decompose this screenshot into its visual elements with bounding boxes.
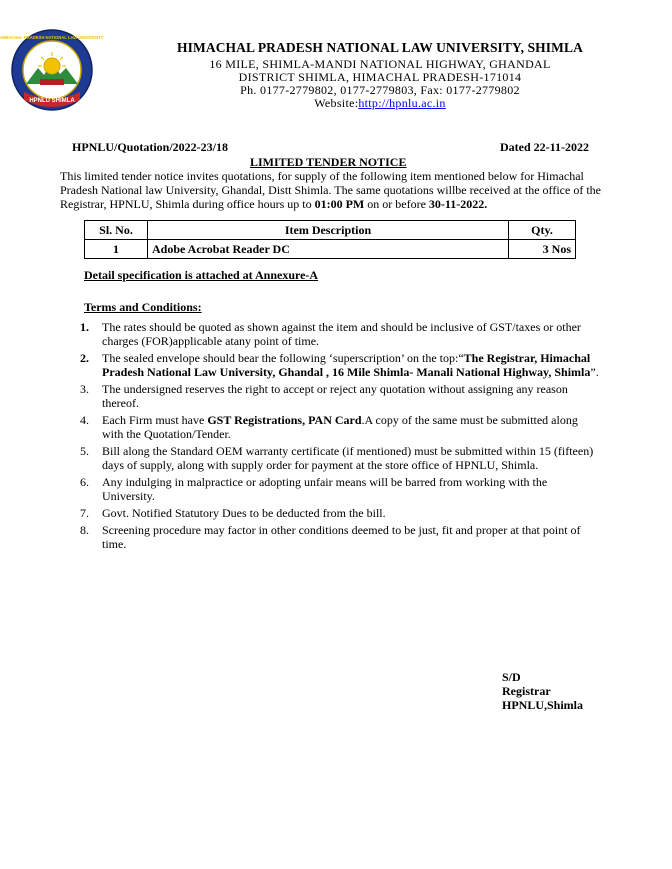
term-text: Each Firm must have <box>102 413 208 427</box>
term-bold-text: The Registrar, Himachal Pradesh National Law University, Ghandal , 16 Mile Shimla- Manali National Highway, Shimla <box>102 351 591 379</box>
header-item-description: Item Description <box>148 221 509 240</box>
intro-time: 01:00 PM <box>314 197 365 211</box>
signature-sd: S/D <box>502 670 521 684</box>
list-item <box>80 506 600 520</box>
term-text: Screening procedure may factor in other conditions deemed to be just, fit and proper at that point of time. <box>102 523 581 551</box>
intro-date: 30-11-2022. <box>428 197 488 211</box>
notice-title: LIMITED TENDER NOTICE <box>250 155 407 169</box>
address-line-1: 16 MILE, SHIMLA-MANDI NATIONAL HIGHWAY, GHANDAL <box>209 57 551 71</box>
term-text: Govt. Notified Statutory Dues to be deducted from the bill. <box>102 506 386 520</box>
term-number: 2. <box>80 351 89 365</box>
notice-date: Dated 22-11-2022 <box>500 140 589 154</box>
list-item <box>80 475 600 503</box>
term-text-end: .A copy of the same must be submitted along with the Quotation/Tender. <box>102 413 578 441</box>
intro-paragraph <box>60 169 605 211</box>
list-item <box>80 444 600 472</box>
website-label: Website: <box>314 96 359 110</box>
term-number: 1. <box>80 320 89 334</box>
term-number: 5. <box>80 444 89 458</box>
intro-text-1: This limited tender notice invites quotations, for supply of the following item mentioned below for Himachal Pradesh National law University, Ghandal, Distt Shimla. The same quotations willbe received at the office of the Registrar, HPNLU, Shimla during office hours up to <box>60 169 601 211</box>
website-line <box>150 96 610 111</box>
term-number: 8. <box>80 523 89 537</box>
reference-number: HPNLU/Quotation/2022-23/18 <box>72 140 229 154</box>
list-item <box>80 413 600 441</box>
term-text: The undersigned reserves the right to accept or reject any quotation without assigning any reason thereof. <box>102 382 568 410</box>
logo-ring-text: HIMACHAL PRADESH NATIONAL LAW UNIVERSITY <box>0 35 104 40</box>
table-row <box>85 240 576 259</box>
university-logo <box>0 28 104 112</box>
term-number: 7. <box>80 506 89 520</box>
term-number: 4. <box>80 413 89 427</box>
term-number: 3. <box>80 382 89 396</box>
signature-office: HPNLU,Shimla <box>502 698 584 712</box>
table-header-row <box>85 221 576 240</box>
list-item <box>80 523 600 551</box>
address-line-2: DISTRICT SHIMLA, HIMACHAL PRADESH-171014 <box>238 70 522 84</box>
term-text: The sealed envelope should bear the following ‘superscription’ on the top:“ <box>102 351 464 365</box>
terms-title: Terms and Conditions: <box>84 300 202 314</box>
items-table <box>84 220 576 259</box>
cell-sl-no: 1 <box>85 240 148 259</box>
header-qty: Qty. <box>509 221 576 240</box>
logo-banner-text: HPNLU SHIMLA <box>29 98 75 104</box>
list-item <box>80 320 600 348</box>
website-link[interactable]: http://hpnlu.ac.in <box>358 96 446 110</box>
term-text: The rates should be quoted as shown against the item and should be inclusive of GST/taxes or other charges (FOR)applicable atany point of time. <box>102 320 581 348</box>
term-text: Bill along the Standard OEM warranty certificate (if mentioned) must be submitted within 15 (fifteen) days of supply, along with supply order for payment at the store office of HPNLU, Shimla. <box>102 444 594 472</box>
header-sl-no: Sl. No. <box>85 221 148 240</box>
term-bold-text: GST Registrations, PAN Card <box>207 413 362 427</box>
annexure-note: Detail specification is attached at Annexure-A <box>84 268 319 282</box>
term-number: 6. <box>80 475 89 489</box>
terms-list <box>80 320 600 554</box>
term-text: Any indulging in malpractice or adopting unfair means will be barred from working with the University. <box>102 475 548 503</box>
term-text-end: ”. <box>590 365 599 379</box>
cell-item-description: Adobe Acrobat Reader DC <box>148 240 509 259</box>
cell-qty: 3 Nos <box>509 240 576 259</box>
intro-text-2: on or before <box>364 197 429 211</box>
phone-line: Ph. 0177-2779802, 0177-2779803, Fax: 0177-2779802 <box>240 83 520 97</box>
university-title: HIMACHAL PRADESH NATIONAL LAW UNIVERSITY, SHIMLA <box>177 40 583 55</box>
signature-designation: Registrar <box>502 684 551 698</box>
list-item <box>80 351 600 379</box>
list-item <box>80 382 600 410</box>
